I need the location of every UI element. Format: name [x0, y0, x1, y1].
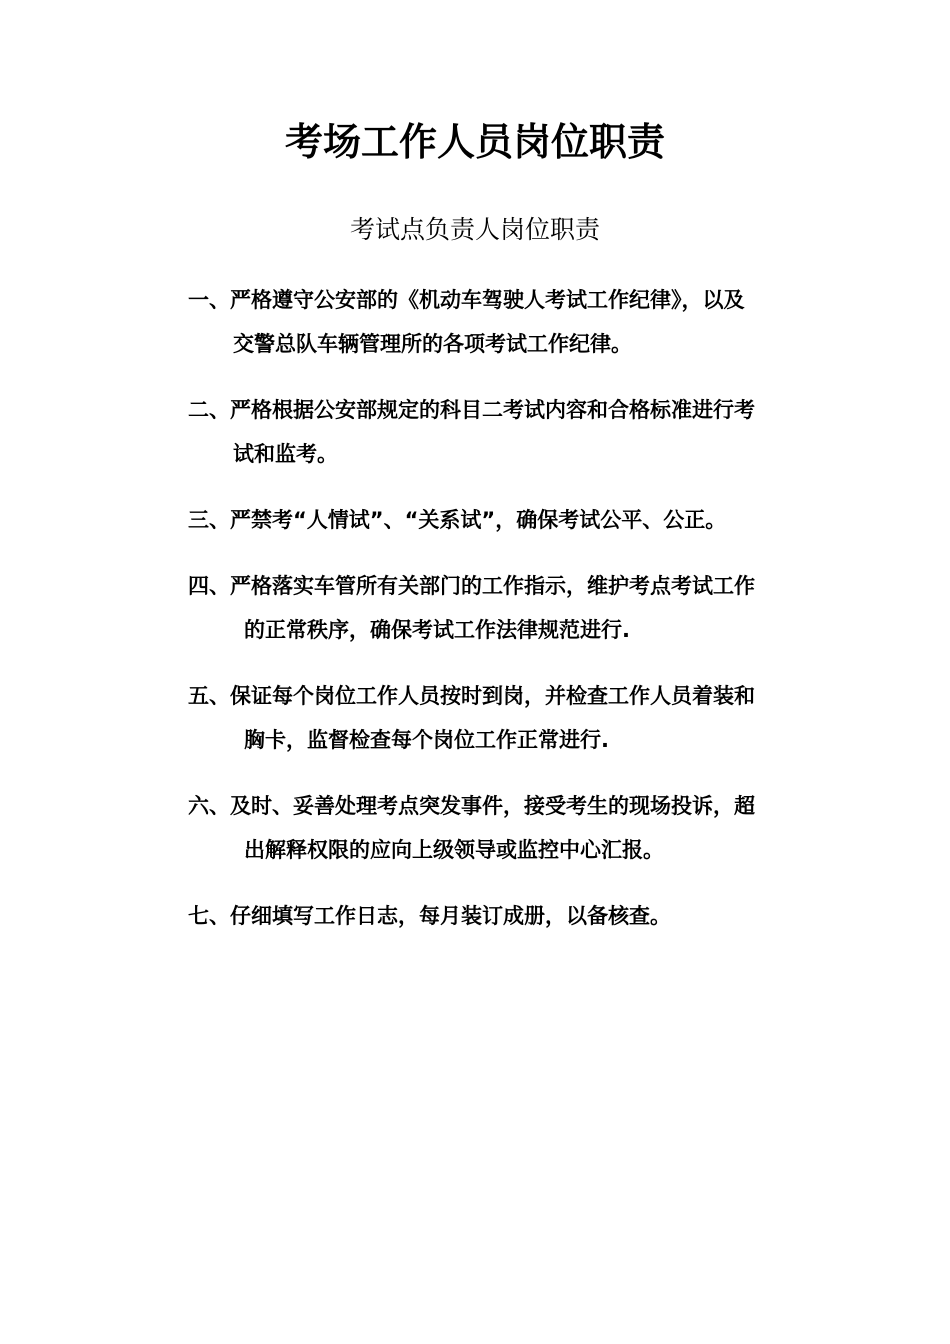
duty-list — [188, 278, 798, 960]
duty-line-continued: 胸卡，监督检查每个岗位工作正常进行. — [244, 728, 609, 752]
duty-line-continued: 试和监考。 — [233, 442, 338, 466]
duty-line-continued: 交警总队车辆管理所的各项考试工作纪律。 — [233, 332, 632, 356]
duty-item-6 — [188, 784, 798, 872]
duty-line-continued: 出解释权限的应向上级领导或监控中心汇报。 — [244, 838, 664, 862]
duty-item-2 — [188, 388, 798, 476]
duty-line: 五、保证每个岗位工作人员按时到岗，并检查工作人员着装和 — [188, 684, 755, 708]
duty-line: 四、严格落实车管所有关部门的工作指示，维护考点考试工作 — [188, 574, 755, 598]
duty-line-continued: 的正常秩序，确保考试工作法律规范进行. — [244, 618, 630, 642]
document-title: 考场工作人员岗位职责 — [284, 120, 665, 164]
duty-item-4 — [188, 564, 798, 652]
duty-line: 一、严格遵守公安部的《机动车驾驶人考试工作纪律》，以及 — [188, 288, 745, 312]
duty-line: 七、仔细填写工作日志，每月装订成册，以备核查。 — [188, 904, 671, 928]
duty-item-7 — [188, 894, 798, 938]
duty-line: 六、及时、妥善处理考点突发事件，接受考生的现场投诉，超 — [188, 794, 755, 818]
document-subtitle: 考试点负责人岗位职责 — [349, 215, 600, 244]
duty-item-1 — [188, 278, 798, 366]
duty-item-5 — [188, 674, 798, 762]
duty-line: 三、严禁考“人情试”、“关系试”，确保考试公平、公正。 — [188, 508, 727, 532]
duty-line: 二、严格根据公安部规定的科目二考试内容和合格标准进行考 — [188, 398, 755, 422]
duty-item-3 — [188, 498, 798, 542]
